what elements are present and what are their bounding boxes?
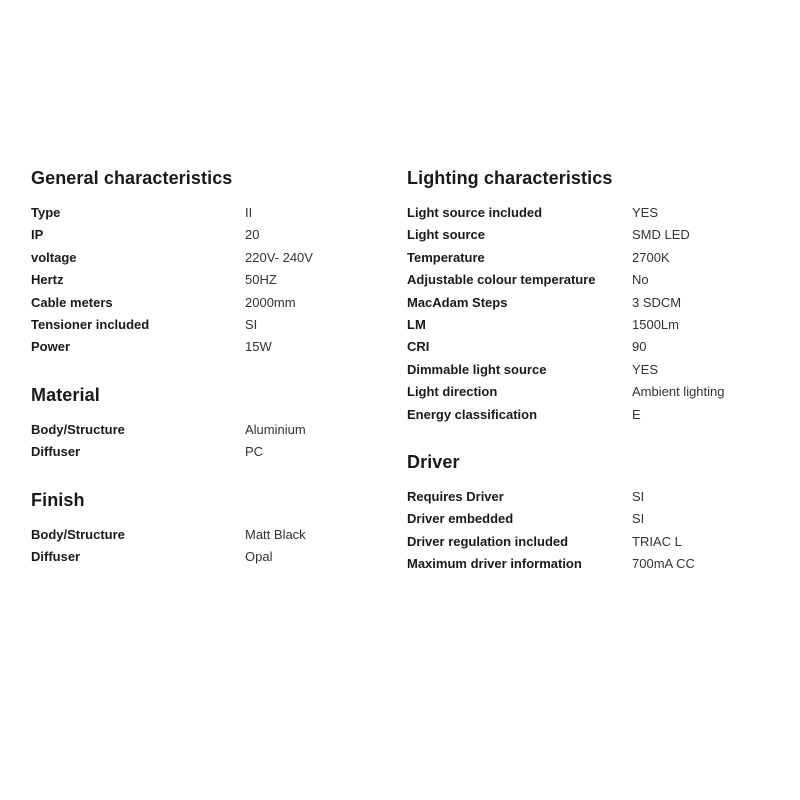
spec-row <box>31 336 371 358</box>
spec-value: Matt Black <box>245 526 306 542</box>
spec-section-lighting-characteristics <box>407 166 787 426</box>
spec-row <box>407 292 787 314</box>
spec-label: Diffuser <box>31 444 81 460</box>
spec-row <box>31 314 371 336</box>
spec-label: Driver regulation included <box>407 533 569 549</box>
spec-label: Dimmable light source <box>407 361 547 377</box>
section-title: Driver <box>407 451 460 472</box>
spec-row <box>31 441 371 463</box>
spec-label: Diffuser <box>31 548 81 564</box>
spec-label: Light source <box>407 227 486 243</box>
spec-value: 2000mm <box>245 294 296 310</box>
spec-label: CRI <box>407 339 430 355</box>
spec-label: Tensioner included <box>31 316 150 332</box>
spec-label: IP <box>31 227 44 243</box>
spec-row <box>407 553 787 575</box>
spec-row <box>407 531 787 553</box>
spec-row <box>407 359 787 381</box>
spec-label: Adjustable colour temperature <box>407 272 596 288</box>
spec-label: Type <box>31 205 61 220</box>
spec-row <box>31 546 371 568</box>
spec-column-left <box>31 166 371 568</box>
spec-value: 15W <box>245 339 272 355</box>
spec-row <box>407 336 787 358</box>
spec-value: No <box>632 272 649 288</box>
spec-value: 700mA CC <box>632 556 695 572</box>
section-title: Finish <box>31 489 85 510</box>
spec-row <box>31 419 371 441</box>
spec-row <box>31 224 371 246</box>
spec-value: Ambient lighting <box>632 384 725 400</box>
spec-row <box>31 524 371 546</box>
spec-row <box>407 224 787 246</box>
spec-row <box>407 404 787 426</box>
spec-row <box>31 292 371 314</box>
spec-label: Maximum driver information <box>407 556 582 572</box>
spec-value: SMD LED <box>632 227 690 243</box>
spec-row <box>407 202 787 224</box>
spec-value: SI <box>632 488 645 504</box>
spec-label: Hertz <box>31 272 64 288</box>
spec-row <box>407 269 787 291</box>
spec-value: YES <box>632 205 659 220</box>
section-title: Lighting characteristics <box>407 168 613 188</box>
spec-label: LM <box>407 316 426 332</box>
spec-label: Temperature <box>407 249 485 265</box>
spec-label: Power <box>31 339 71 355</box>
spec-value: 3 SDCM <box>632 294 682 310</box>
spec-label: Energy classification <box>407 406 538 422</box>
spec-label: Light direction <box>407 384 498 400</box>
spec-value: PC <box>245 444 264 460</box>
section-title: General characteristics <box>31 168 233 188</box>
spec-row <box>407 486 787 508</box>
spec-label: Driver embedded <box>407 511 514 527</box>
spec-row <box>407 247 787 269</box>
spec-section-finish <box>31 488 371 569</box>
spec-value: SI <box>245 316 258 332</box>
spec-value: E <box>632 406 641 422</box>
spec-value: 50HZ <box>245 272 277 288</box>
spec-label: voltage <box>31 249 77 265</box>
spec-label: Body/Structure <box>31 421 125 437</box>
spec-value: 1500Lm <box>632 316 679 332</box>
spec-section-driver <box>407 450 787 576</box>
spec-row <box>407 314 787 336</box>
spec-row <box>407 381 787 403</box>
spec-label: Light source included <box>407 205 543 220</box>
spec-value: 2700K <box>632 249 670 265</box>
spec-row <box>31 247 371 269</box>
spec-value: 20 <box>245 227 260 243</box>
section-title: Material <box>31 384 100 405</box>
spec-column-right <box>407 166 787 575</box>
spec-value: SI <box>632 511 645 527</box>
spec-label: Cable meters <box>31 294 113 310</box>
spec-value: Opal <box>245 548 273 564</box>
spec-row <box>407 508 787 530</box>
spec-label: MacAdam Steps <box>407 294 508 310</box>
spec-value: 220V- 240V <box>245 249 313 265</box>
spec-section-material <box>31 383 371 464</box>
spec-value: Aluminium <box>245 421 306 437</box>
spec-row <box>31 202 371 224</box>
spec-row <box>31 269 371 291</box>
spec-value: II <box>245 205 253 220</box>
spec-label: Requires Driver <box>407 488 504 504</box>
spec-label: Body/Structure <box>31 526 125 542</box>
spec-value: TRIAC L <box>632 533 682 549</box>
spec-section-general-characteristics <box>31 166 371 359</box>
spec-value: 90 <box>632 339 647 355</box>
spec-value: YES <box>632 361 659 377</box>
